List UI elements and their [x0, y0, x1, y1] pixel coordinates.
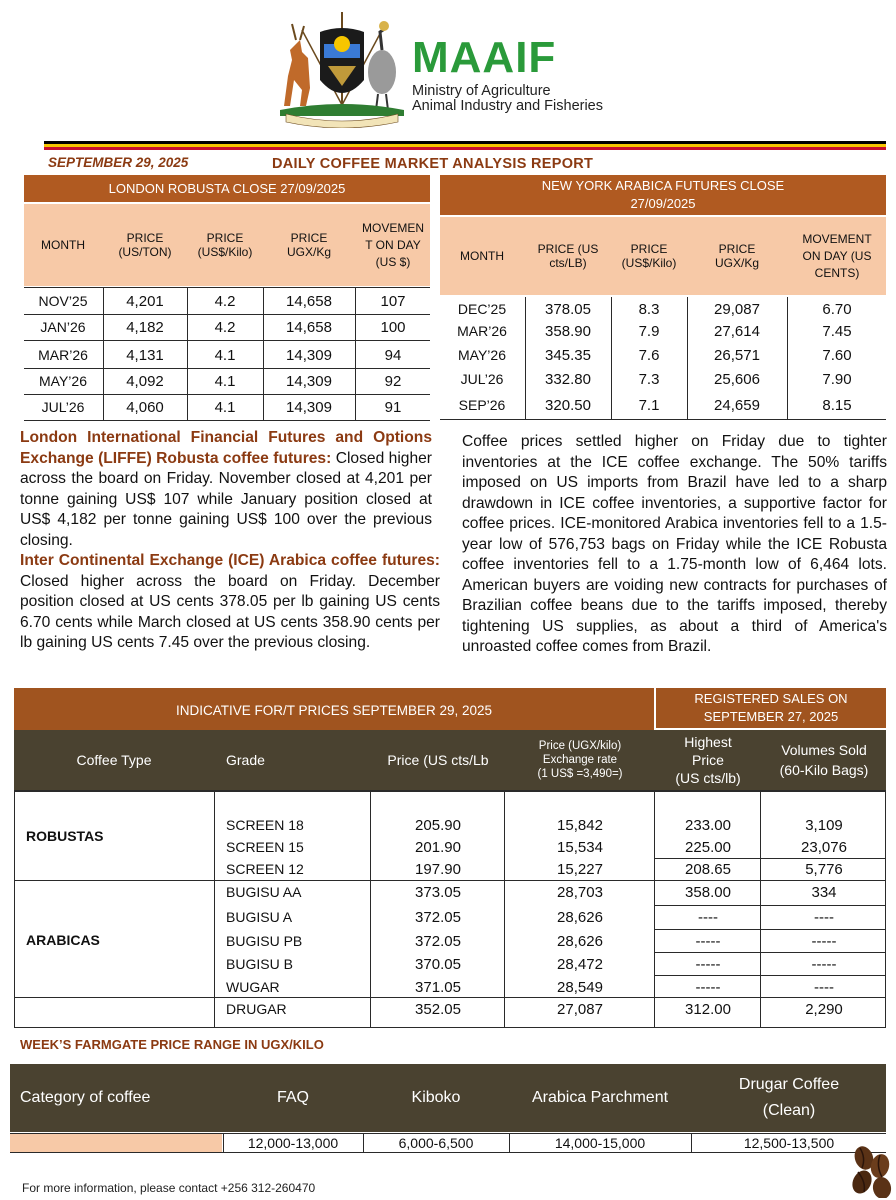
indicative-grade: SCREEN 12 [226, 861, 304, 877]
newyork-row-value: 27,614 [714, 322, 760, 340]
indicative-highest-price: 233.00 [685, 816, 731, 834]
report-header [0, 0, 896, 150]
indicative-grade: BUGISU PB [226, 933, 303, 949]
london-col-price-kilo: PRICE (US$/Kilo) [188, 204, 262, 286]
newyork-row-value: 320.50 [545, 396, 591, 414]
group-arabicas: ARABICAS [26, 932, 100, 948]
farmgate-bottom-border [10, 1152, 886, 1153]
indicative-volume-sold: ----- [811, 932, 837, 950]
newyork-row-value: 8.15 [822, 396, 852, 414]
london-row-value: 94 [384, 346, 402, 364]
col-price-ugx-line-1: Price (UGX/kilo) [538, 740, 622, 752]
indicative-price-cts: 370.05 [415, 955, 461, 973]
indicative-volume-sold: 2,290 [805, 1000, 843, 1018]
indicative-volume-sold: ---- [814, 908, 834, 926]
newyork-col-divider [787, 297, 788, 419]
col-volumes-line-2: (60-Kilo Bags) [779, 762, 869, 778]
newyork-row-value: 7.45 [822, 322, 852, 340]
indicative-header-border [14, 790, 886, 792]
london-row-month: NOV’25 [38, 293, 88, 309]
flag-stripe-red [44, 147, 886, 150]
indicative-volume-sold: 334 [811, 883, 837, 901]
indicative-highest-price: ---- [698, 908, 718, 926]
indicative-drugar-divider [14, 997, 886, 998]
newyork-row-value: 7.6 [638, 346, 660, 364]
farmgate-faq-range: 12,000-13,000 [247, 1135, 339, 1151]
ice-body: Closed higher across the board on Friday. December position closed at US cents 378.05 per lb gaining US cents 6.70 cents while March closed at US cents 358.90 cents per lb gaining US cents 7.45 over the previous closing. [20, 572, 440, 651]
indicative-grade: BUGISU B [226, 956, 293, 972]
london-row-month: JAN’26 [40, 319, 86, 335]
indicative-sales-divider [654, 952, 886, 953]
london-row-divider [24, 340, 430, 341]
newyork-row-value: 378.05 [545, 300, 591, 318]
newyork-col-divider [687, 297, 688, 419]
col-volumes-line-1: Volumes Sold [781, 742, 867, 758]
newyork-row-value: 29,087 [714, 300, 760, 318]
newyork-row-value: 7.9 [638, 322, 660, 340]
indicative-highest-price: 225.00 [685, 838, 731, 856]
indicative-volume-sold: 3,109 [805, 816, 843, 834]
newyork-col-movement: MOVEMENT ON DAY (US CENTS) [788, 217, 886, 295]
farmgate-drugar-range: 12,500-13,500 [743, 1135, 835, 1151]
indicative-price-cts: 205.90 [415, 816, 461, 834]
newyork-col-price-kilo: PRICE (US$/Kilo) [612, 217, 686, 295]
indicative-price-ugx: 15,534 [557, 838, 603, 856]
newyork-col-price-cts: PRICE (US cts/LB) [526, 217, 610, 295]
indicative-price-ugx: 28,626 [557, 932, 603, 950]
newyork-row-value: 6.70 [822, 300, 852, 318]
london-row-value: 4.1 [214, 372, 236, 390]
london-row-value: 14,309 [286, 398, 332, 416]
london-row-divider [24, 287, 430, 288]
org-name-line-1: Ministry of Agriculture [412, 83, 551, 99]
col-highest-line-3: (US cts/lb) [675, 770, 741, 786]
uganda-coat-of-arms-icon [272, 10, 412, 128]
indicative-price-ugx: 28,626 [557, 908, 603, 926]
london-row-value: 14,309 [286, 372, 332, 390]
newyork-col-month: MONTH [440, 217, 524, 295]
farmgate-col-drugar-line-1: Drugar Coffee [738, 1076, 840, 1093]
indicative-price-cts: 197.90 [415, 860, 461, 878]
london-row-value: 4.1 [214, 398, 236, 416]
london-row-value: 14,658 [286, 318, 332, 336]
contact-footer: For more information, please contact +256 312-260470 [22, 1181, 316, 1195]
london-col-month: MONTH [24, 204, 102, 286]
newyork-row-value: 345.35 [545, 346, 591, 364]
indicative-highest-price: ----- [695, 978, 721, 996]
london-row-value: 4,131 [126, 346, 164, 364]
col-price-ugx-line-3: (1 US$ =3,490=) [537, 768, 623, 780]
indicative-highest-price: 312.00 [685, 1000, 731, 1018]
farmgate-col-drugar [692, 1064, 886, 1132]
farmgate-col-drugar-line-2: (Clean) [762, 1102, 816, 1119]
col-price-ugx-line-2: Exchange rate [542, 754, 618, 766]
newyork-col-divider [611, 297, 612, 419]
col-volumes-sold [762, 730, 886, 790]
indicative-grade: BUGISU A [226, 909, 293, 925]
farmgate-vline [691, 1133, 692, 1153]
indicative-price-ugx: 28,549 [557, 978, 603, 996]
farmgate-col-faq: FAQ [224, 1064, 362, 1132]
indicative-grade: BUGISU AA [226, 884, 302, 900]
newyork-row-value: 7.1 [638, 396, 660, 414]
indicative-col-divider [654, 792, 655, 1028]
newyork-row-value: 7.60 [822, 346, 852, 364]
indicative-group-divider [14, 880, 886, 881]
london-row-value: 14,658 [286, 292, 332, 310]
col-coffee-type: Coffee Type [14, 730, 214, 790]
indicative-sales-divider [654, 929, 886, 930]
london-row-value: 4.1 [214, 346, 236, 364]
london-row-month: MAY’26 [39, 373, 87, 389]
ice-heading: Inter Continental Exchange (ICE) Arabica coffee futures: [20, 552, 440, 569]
indicative-volume-sold: 23,076 [801, 838, 847, 856]
col-grade: Grade [216, 730, 370, 790]
london-row-month: MAR’26 [38, 347, 88, 363]
liffe-body: Closed higher across the board on Friday. November closed at 4,201 per tonne gaining US$ 107 while January position closed at US$ 4,182 per tonne gaining US$ 100 over the previous closing. [20, 449, 432, 549]
indicative-price-cts: 352.05 [415, 1000, 461, 1018]
indicative-price-ugx: 28,703 [557, 883, 603, 901]
london-row-month: JUL’26 [41, 399, 85, 415]
col-highest-price [656, 730, 760, 790]
newyork-title-line-1: NEW YORK ARABICA FUTURES CLOSE [541, 178, 785, 193]
liffe-heading: London International Financial Futures and Options Exchange (LIFFE) Robusta coffee futures: [20, 429, 432, 467]
farmgate-vline [509, 1133, 510, 1153]
indicative-price-ugx: 27,087 [557, 1000, 603, 1018]
london-row-value: 14,309 [286, 346, 332, 364]
farmgate-col-kiboko: Kiboko [364, 1064, 508, 1132]
sales-title-line-1: REGISTERED SALES ON [694, 691, 848, 706]
london-col-divider [187, 288, 188, 420]
sales-title-line-2: SEPTEMBER 27, 2025 [703, 709, 839, 724]
london-col-divider [103, 288, 104, 420]
indicative-sales-divider [654, 975, 886, 976]
newyork-row-month: JUL’26 [460, 371, 504, 387]
farmgate-vline [363, 1133, 364, 1153]
uganda-flag-stripe [44, 141, 886, 150]
indicative-highest-price: 208.65 [685, 860, 731, 878]
newyork-row-value: 8.3 [638, 300, 660, 318]
coffee-beans-icon [846, 1138, 894, 1198]
indicative-col-divider [504, 792, 505, 1028]
london-row-value: 4,060 [126, 398, 164, 416]
indicative-volume-sold: 5,776 [805, 860, 843, 878]
newyork-row-value: 358.90 [545, 322, 591, 340]
group-robustas: ROBUSTAS [26, 828, 104, 844]
newyork-bottom-border [440, 419, 886, 420]
indicative-price-cts: 371.05 [415, 978, 461, 996]
london-col-movement: MOVEMEN T ON DAY (US $) [356, 204, 430, 286]
london-col-price-ugx: PRICE UGX/Kg [264, 204, 354, 286]
col-price-ugx [506, 730, 654, 790]
newyork-table-title [440, 175, 886, 215]
indicative-grade: SCREEN 18 [226, 817, 304, 833]
report-date: SEPTEMBER 29, 2025 [48, 155, 189, 170]
indicative-price-cts: 372.05 [415, 908, 461, 926]
london-row-value: 4.2 [214, 292, 236, 310]
indicative-volume-sold: ---- [814, 978, 834, 996]
london-row-value: 4,092 [126, 372, 164, 390]
indicative-price-cts: 201.90 [415, 838, 461, 856]
indicative-right-border [885, 792, 886, 1028]
newyork-row-month: MAY’26 [458, 347, 506, 363]
newyork-row-value: 332.80 [545, 370, 591, 388]
newyork-col-divider [525, 297, 526, 419]
farmgate-vline [223, 1133, 224, 1153]
newyork-row-month: SEP’26 [458, 397, 506, 413]
report-title: DAILY COFFEE MARKET ANALYSIS REPORT [272, 156, 594, 172]
london-col-divider [355, 288, 356, 420]
registered-sales-title [656, 688, 886, 728]
org-block [412, 33, 603, 114]
newyork-row-value: 7.90 [822, 370, 852, 388]
indicative-price-ugx: 15,842 [557, 816, 603, 834]
farmgate-col-category: Category of coffee [10, 1064, 222, 1132]
indicative-price-ugx: 28,472 [557, 955, 603, 973]
london-row-value: 4.2 [214, 318, 236, 336]
indicative-col-divider [370, 792, 371, 1028]
indicative-highest-price: ----- [695, 932, 721, 950]
indicative-price-cts: 373.05 [415, 883, 461, 901]
london-row-value: 91 [384, 398, 402, 416]
liffe-commentary [20, 428, 432, 551]
newyork-col-price-ugx: PRICE UGX/Kg [688, 217, 786, 295]
farmgate-divider [10, 1133, 886, 1134]
newyork-row-month: MAR’26 [457, 323, 507, 339]
col-highest-line-2: Price [692, 752, 724, 768]
newyork-row-value: 25,606 [714, 370, 760, 388]
indicative-sales-divider [654, 905, 886, 906]
org-abbreviation: MAAIF [412, 33, 557, 82]
indicative-col-divider [760, 792, 761, 1028]
indicative-grade: SCREEN 15 [226, 839, 304, 855]
newyork-row-month: DEC’25 [457, 301, 507, 317]
market-commentary: Coffee prices settled higher on Friday due to tighter inventories at the ICE coffee exchange. The 50% tariffs imposed on US imports from Brazil have led to a sharp drawdown in ICE coffee inventories, a supportive factor for coffee prices. ICE-monitored Arabica inventories fell to a 1.5-year low of 576,753 bags on Friday while the ICE Robusta coffee inventories fell to a 1.75-month low of 6,464 lots. American buyers are voiding new contracts for purchases of Brazilian coffee beans due to the tariffs imposed, thereby tightening US supplies, as about a third of America's unroasted coffee comes from Brazil. [462, 433, 887, 655]
ice-commentary [20, 551, 440, 654]
london-col-price-ton: PRICE (US/TON) [104, 204, 186, 286]
indicative-price-ugx: 15,227 [557, 860, 603, 878]
london-row-value: 4,182 [126, 318, 164, 336]
farmgate-kiboko-range: 6,000-6,500 [398, 1135, 474, 1151]
indicative-volume-sold: ----- [811, 955, 837, 973]
london-row-value: 4,201 [126, 292, 164, 310]
newyork-title-line-2: 27/09/2025 [630, 196, 696, 211]
indicative-left-border [14, 792, 15, 1028]
indicative-col-divider [214, 792, 215, 1028]
newyork-row-value: 24,659 [714, 396, 760, 414]
london-row-divider [24, 420, 430, 421]
indicative-grade: WUGAR [226, 979, 280, 995]
indicative-price-cts: 372.05 [415, 932, 461, 950]
indicative-grade: DRUGAR [226, 1001, 287, 1017]
indicative-highest-price: 358.00 [685, 883, 731, 901]
london-col-divider [263, 288, 264, 420]
col-price-cts: Price (US cts/Lb [372, 730, 504, 790]
col-highest-line-1: Highest [684, 734, 732, 750]
org-name-line-2: Animal Industry and Fisheries [412, 98, 603, 114]
newyork-row-value: 26,571 [714, 346, 760, 364]
indicative-bottom-border [14, 1027, 886, 1028]
indicative-title: INDICATIVE FOR/T PRICES SEPTEMBER 29, 2025 [14, 688, 654, 732]
farmgate-category-cell [10, 1134, 222, 1152]
london-row-value: 107 [380, 292, 406, 310]
farmgate-title: WEEK’S FARMGATE PRICE RANGE IN UGX/KILO [20, 1037, 324, 1052]
london-row-value: 100 [380, 318, 406, 336]
london-row-value: 92 [384, 372, 402, 390]
london-table-title: LONDON ROBUSTA CLOSE 27/09/2025 [24, 175, 430, 202]
newyork-row-value: 7.3 [638, 370, 660, 388]
farmgate-col-parchment: Arabica Parchment [510, 1064, 690, 1132]
farmgate-parchment-range: 14,000-15,000 [554, 1135, 646, 1151]
indicative-sales-divider [654, 858, 886, 859]
indicative-highest-price: ----- [695, 955, 721, 973]
